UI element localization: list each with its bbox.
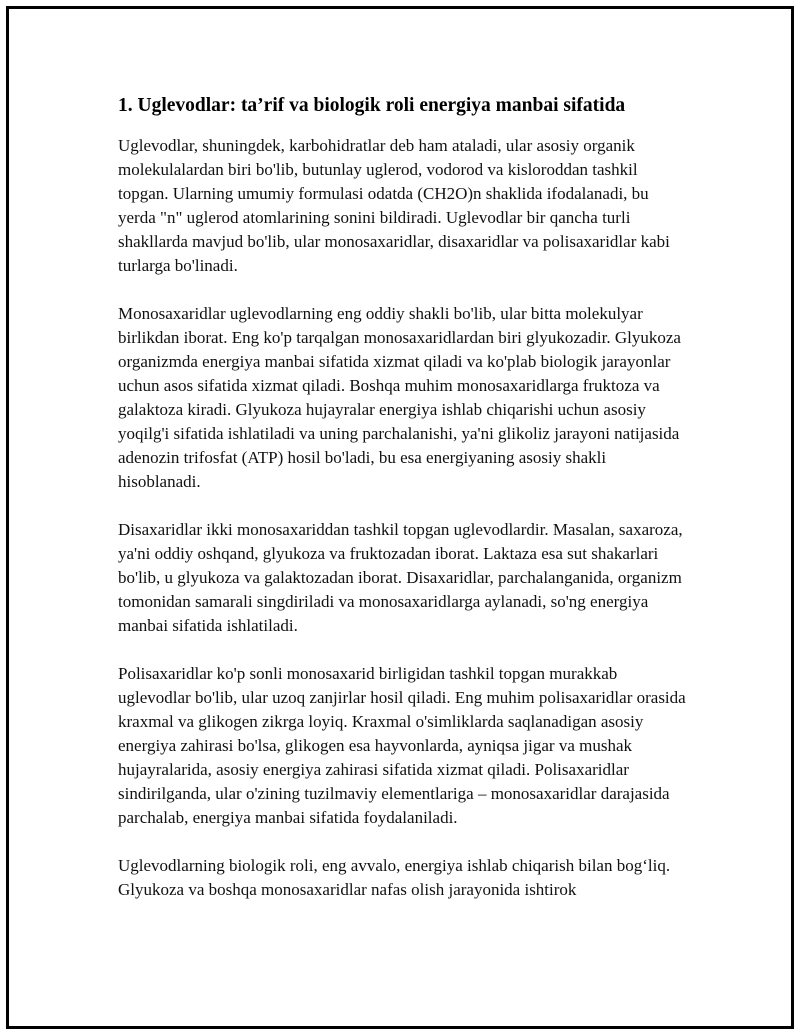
section-heading: 1. Uglevodlar: ta’rif va biologik roli energiya manbai sifatida <box>118 95 626 116</box>
paragraph-monosaccharides: Monosaxaridlar uglevodlarning eng oddiy shakli bo'lib, ular bitta molekulyar birlikdan iborat. Eng ko'p tarqalgan monosaxaridlardan biri glyukozadir. Glyukoza organizmda energiya manbai sifatida xizmat qiladi va ko'plab biologik jarayonlar uchun asos sifatida xizmat qiladi. Boshqa muhim monosaxaridlarga fruktoza va galaktoza kiradi. Glyukoza hujayralar energiya ishlab chiqarishi uchun asosiy yoqilg'i sifatida ishlatiladi va uning parchalanishi, ya'ni glikoliz jarayoni natijasida adenozin trifosfat (ATP) hosil bo'ladi, bu esa energiyaning asosiy shakli hisoblanadi. <box>118 304 681 491</box>
paragraph-biological-role: Uglevodlarning biologik roli, eng avvalo, energiya ishlab chiqarish bilan bog‘liq. Glyukoza va boshqa monosaxaridlar nafas olish jarayonida ishtirok <box>118 856 671 899</box>
paragraph-polysaccharides: Polisaxaridlar ko'p sonli monosaxarid birligidan tashkil topgan murakkab uglevodlar bo'lib, ular uzoq zanjirlar hosil qiladi. Eng muhim polisaxaridlar orasida kraxmal va glikogen zikrga loyiq. Kraxmal o'simliklarda saqlanadigan asosiy energiya zahirasi bo'lsa, glikogen esa hayvonlarda, ayniqsa jigar va mushak hujayralarida, asosiy energiya zahirasi sifatida xizmat qiladi. Polisaxaridlar sindirilganda, ular o'zining tuzilmaviy elementlariga – monosaxaridlar darajasida parchalab, energiya manbai sifatida foydalaniladi. <box>118 664 686 827</box>
paragraph-intro: Uglevodlar, shuningdek, karbohidratlar deb ham ataladi, ular asosiy organik molekulalardan biri bo'lib, butunlay uglerod, vodorod va kisloroddan tashkil topgan. Ularning umumiy formulasi odatda (CH2O)n shaklida ifodalanadi, bu yerda "n" uglerod atomlarining sonini bildiradi. Uglevodlar bir qancha turli shakllarda mavjud bo'lib, ular monosaxaridlar, disaxaridlar va polisaxaridlar kabi turlarga bo'linadi. <box>118 136 670 275</box>
paragraph-disaccharides: Disaxaridlar ikki monosaxariddan tashkil topgan uglevodlardir. Masalan, saxaroza, ya'ni oddiy oshqand, glyukoza va fruktozadan iborat. Laktaza esa sut shakarlari bo'lib, u glyukoza va galaktozadan iborat. Disaxaridlar, parchalanganida, organizm tomonidan samarali singdiriladi va monosaxaridlarga aylanadi, so'ng energiya manbai sifatida ishlatiladi. <box>118 520 683 635</box>
document-body <box>118 92 690 926</box>
